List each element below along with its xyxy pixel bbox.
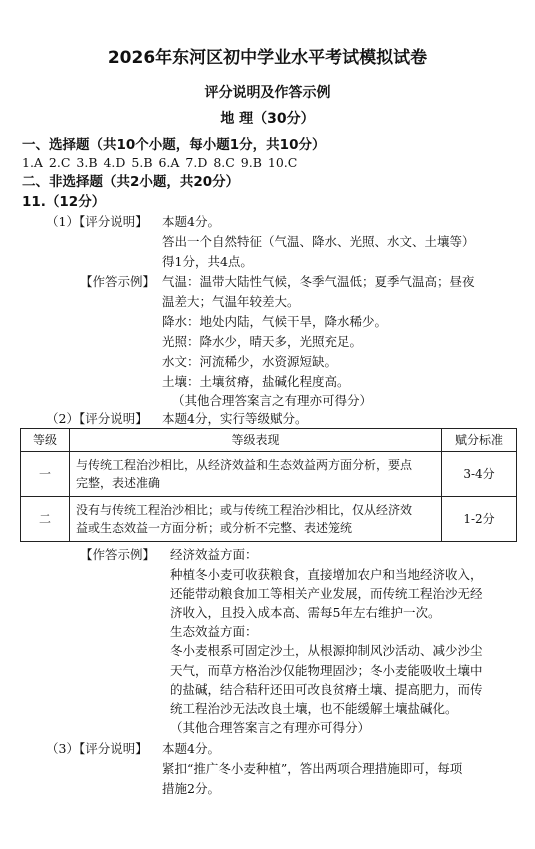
part1-example-line: 温差大；气温年较差大。 — [162, 294, 300, 309]
part2-example-line: 冬小麦根系可固定沙土，从根源抑制风沙活动、减少沙尘 — [170, 643, 483, 658]
table-cell-level: 一 — [21, 452, 70, 497]
table-header-cell: 等级表现 — [70, 429, 442, 452]
page-subtitle: 评分说明及作答示例 — [204, 85, 331, 101]
grading-table — [20, 428, 517, 542]
section1-heading: 一、选择题（共10个小题，每小题1分，共10分） — [22, 137, 326, 153]
table-desc-line: 与传统工程治沙相比，从经济效益和生态效益两方面分析，要点 — [76, 458, 413, 472]
part2-example-line: 种植冬小麦可收获粮食，直接增加农户和当地经济收入， — [170, 567, 483, 582]
table-desc-line: 没有与传统工程治沙相比；或与传统工程治沙相比，仅从经济效 — [76, 503, 413, 517]
part3-rubric-label: （3）【评分说明】 — [46, 741, 148, 756]
part1-example-line: 气温：温带大陆性气候，冬季气温低；夏季气温高；昼夜 — [162, 274, 475, 289]
table-header-cell: 赋分标准 — [442, 429, 517, 452]
part3-rubric-line: 措施2分。 — [162, 781, 220, 796]
part1-example-line: 土壤：土壤贫瘠，盐碱化程度高。 — [162, 374, 350, 389]
table-cell-desc — [70, 452, 442, 497]
section2-heading: 二、非选择题（共2小题，共20分） — [22, 174, 240, 190]
table-cell-desc — [70, 497, 442, 542]
part2-rubric-text: 本题4分，实行等级赋分。 — [162, 411, 308, 426]
part2-example-line: 天气，而草方格治沙仅能物理固沙；冬小麦能吸收土壤中 — [170, 663, 483, 678]
table-desc-line: 完整，表述准确 — [76, 476, 161, 490]
part2-example-note: （其他合理答案言之有理亦可得分） — [170, 720, 371, 735]
part1-rubric-text: 本题4分。 — [162, 214, 220, 229]
part2-rubric-label: （2）【评分说明】 — [46, 411, 148, 426]
part3-rubric-text: 本题4分。 — [162, 741, 220, 756]
table-cell-level: 二 — [21, 497, 70, 542]
table-header-row — [21, 429, 517, 452]
part1-example-label: 【作答示例】 — [80, 274, 156, 289]
table-header-cell: 等级 — [21, 429, 70, 452]
part2-example-line: 还能带动粮食加工等相关产业发展，而传统工程治沙无经 — [170, 586, 483, 601]
part1-rubric-line: 得1分，共4点。 — [162, 254, 253, 269]
part1-rubric-line: 答出一个自然特征（气温、降水、光照、水文、土壤等） — [162, 234, 475, 249]
part2-example-label: 【作答示例】 — [80, 547, 156, 562]
page-title: 2026年东河区初中学业水平考试模拟试卷 — [107, 48, 428, 68]
part2-example-line: 的盐碱，结合秸秆还田可改良贫瘠土壤、提高肥力，而传 — [170, 682, 483, 697]
part2-example-line: 统工程治沙无法改良土壤，也不能缓解土壤盐碱化。 — [170, 701, 458, 716]
table-desc-line: 益或生态效益一方面分析；或分析不完整、表述笼统 — [76, 521, 353, 535]
part2-example-line: 经济效益方面： — [170, 547, 258, 562]
part2-example-line: 济收入，且投入成本高、需每5年左右维护一次。 — [170, 605, 441, 620]
table-cell-score: 1-2分 — [442, 497, 517, 542]
table-row — [21, 497, 517, 542]
part1-example-line: 水文：河流稀少，水资源短缺。 — [162, 354, 338, 369]
part1-example-line: 光照：降水少，晴天多，光照充足。 — [162, 334, 363, 349]
table-row — [21, 452, 517, 497]
part1-rubric-label: （1）【评分说明】 — [46, 214, 148, 229]
question-11-heading: 11.（12分） — [22, 194, 106, 210]
part1-example-line: 降水：地处内陆，气候干旱，降水稀少。 — [162, 314, 388, 329]
choice-answers: 1.A 2.C 3.B 4.D 5.B 6.A 7.D 8.C 9.B 10.C — [22, 155, 298, 170]
part2-example-line: 生态效益方面： — [170, 624, 258, 639]
subject-heading: 地 理（30分） — [220, 111, 315, 127]
part1-example-note: （其他合理答案言之有理亦可得分） — [172, 393, 373, 408]
part3-rubric-line: 紧扣“推广冬小麦种植”，答出两项合理措施即可，每项 — [162, 761, 463, 776]
table-cell-score: 3-4分 — [442, 452, 517, 497]
